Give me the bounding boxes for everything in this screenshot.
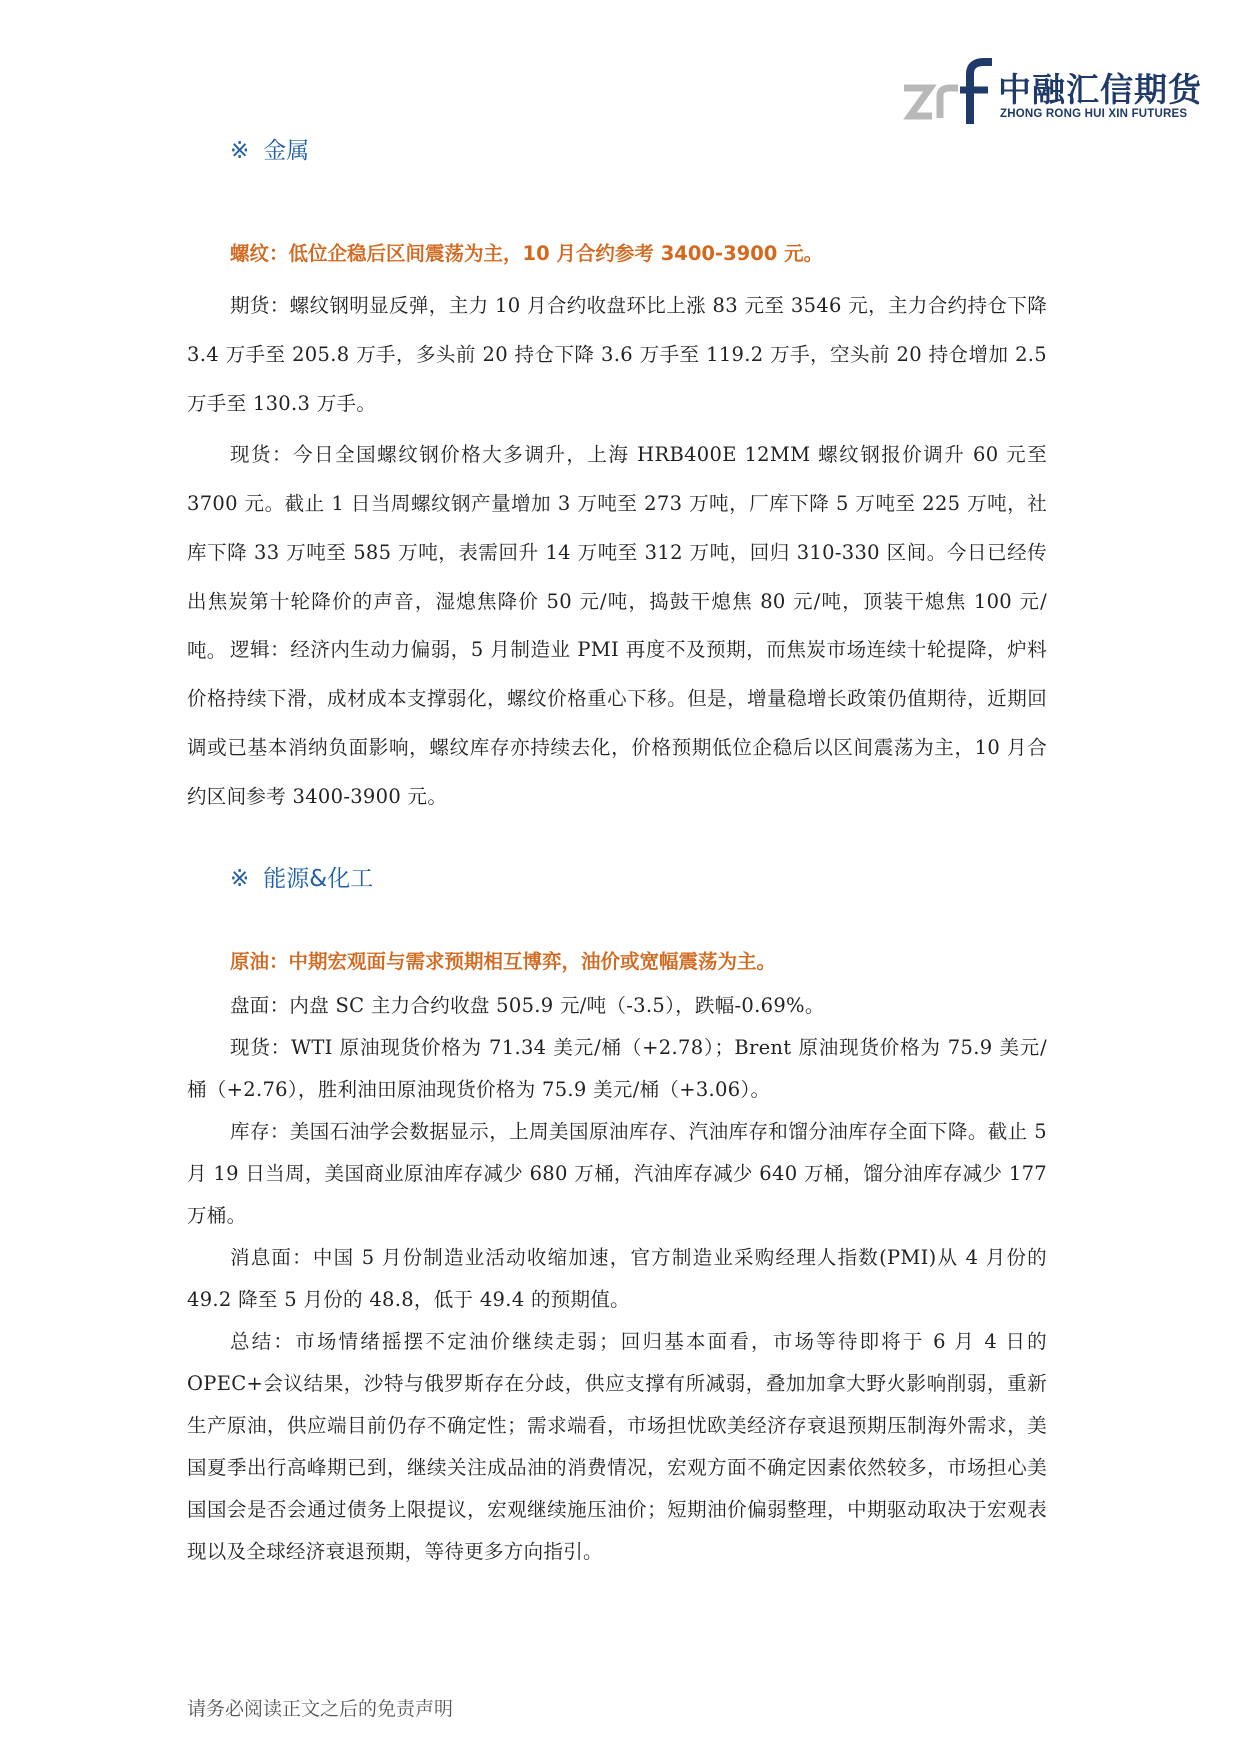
section-title: 能源&化工: [263, 866, 374, 892]
paragraph-oil-summary: 总结：市场情绪摇摆不定油价继续走弱；回归基本面看，市场等待即将于 6 月 4 日的 OPEC+会议结果，沙特与俄罗斯存在分歧，供应支撑有所减弱，叠加加拿大野火影响削弱，重新生产原油，供应端目前仍存不确定性；需求端看，市场担忧欧美经济存衰退预期压制海外需求，美国夏季出行高峰期已到，继续关注成品油的消费情况，宏观方面不确定因素依然较多，市场担心美国国会是否会通过债务上限提议，宏观继续施压油价；短期油价偏弱整理，中期驱动取决于宏观表现以及全球经济衰退预期，等待更多方向指引。: [187, 1330, 1047, 1563]
paragraph-rebar-logic: 逻辑：经济内生动力偏弱，5 月制造业 PMI 再度不及预期，而焦炭市场连续十轮提降，炉料价格持续下滑，成材成本支撑弱化，螺纹价格重心下移。但是，增量稳增长政策仍值期待，近期回调或已基本消纳负面影响，螺纹库存亦持续去化，价格预期低位企稳后以区间震荡为主，10 月合约区间参考 3400-3900 元。: [187, 638, 1047, 808]
footer-disclaimer: 请务必阅读正文之后的免责声明: [187, 1698, 454, 1720]
paragraph-rebar-spot: 现货：今日全国螺纹钢价格大多调升，上海 HRB400E 12MM 螺纹钢报价调升 60 元至 3700 元。截止 1 日当周螺纹钢产量增加 3 万吨至 273 万吨，厂库下降 5 万吨至 225 万吨，社库下降 33 万吨至 585 万吨，表需回升 14 万吨至 312 万吨，回归 310-330 区间。今日已经传出焦炭第十轮降价的声音，湿熄焦降价 50 元/吨，捣鼓干熄焦 80 元/吨，顶装干熄焦 100 元/吨。: [187, 443, 1047, 662]
reference-mark-icon: ※: [230, 866, 250, 892]
paragraph-oil-news: 消息面：中国 5 月份制造业活动收缩加速，官方制造业采购经理人指数(PMI)从 4 月份的 49.2 降至 5 月份的 48.8，低于 49.4 的预期值。: [187, 1246, 1047, 1311]
logo-chinese-name: 中融汇信期货: [998, 70, 1202, 109]
reference-mark-icon: ※: [230, 138, 250, 164]
paragraph-oil-inventory: 库存：美国石油学会数据显示，上周美国原油库存、汽油库存和馏分油库存全面下降。截止 5 月 19 日当周，美国商业原油库存减少 680 万桶，汽油库存减少 640 万桶，馏分油库存减少 177 万桶。: [187, 1120, 1047, 1227]
paragraph-oil-market: 盘面：内盘 SC 主力合约收盘 505.9 元/吨（-3.5），跌幅-0.69%。: [230, 994, 825, 1017]
subheading-crude-oil: 原油：中期宏观面与需求预期相互博弈，油价或宽幅震荡为主。: [230, 950, 777, 973]
zrf-logo-icon: [900, 58, 995, 126]
company-logo: [900, 58, 1200, 128]
paragraph-oil-spot: 现货：WTI 原油现货价格为 71.34 美元/桶（+2.78）；Brent 原油现货价格为 75.9 美元/桶（+2.76），胜利油田原油现货价格为 75.9 美元/桶（+3.06）。: [187, 1036, 1047, 1101]
section-title: 金属: [263, 138, 310, 164]
subheading-rebar: 螺纹：低位企稳后区间震荡为主，10 月合约参考 3400-3900 元。: [230, 242, 824, 265]
logo-english-name: ZHONG RONG HUI XIN FUTURES: [1000, 108, 1188, 120]
section-heading-energy-chemicals: [230, 860, 373, 893]
paragraph-rebar-futures: 期货：螺纹钢明显反弹，主力 10 月合约收盘环比上涨 83 元至 3546 元，主力合约持仓下降 3.4 万手至 205.8 万手，多头前 20 持仓下降 3.6 万手至 119.2 万手，空头前 20 持仓增加 2.5 万手至 130.3 万手。: [187, 294, 1047, 415]
section-heading-metals: [230, 132, 309, 165]
